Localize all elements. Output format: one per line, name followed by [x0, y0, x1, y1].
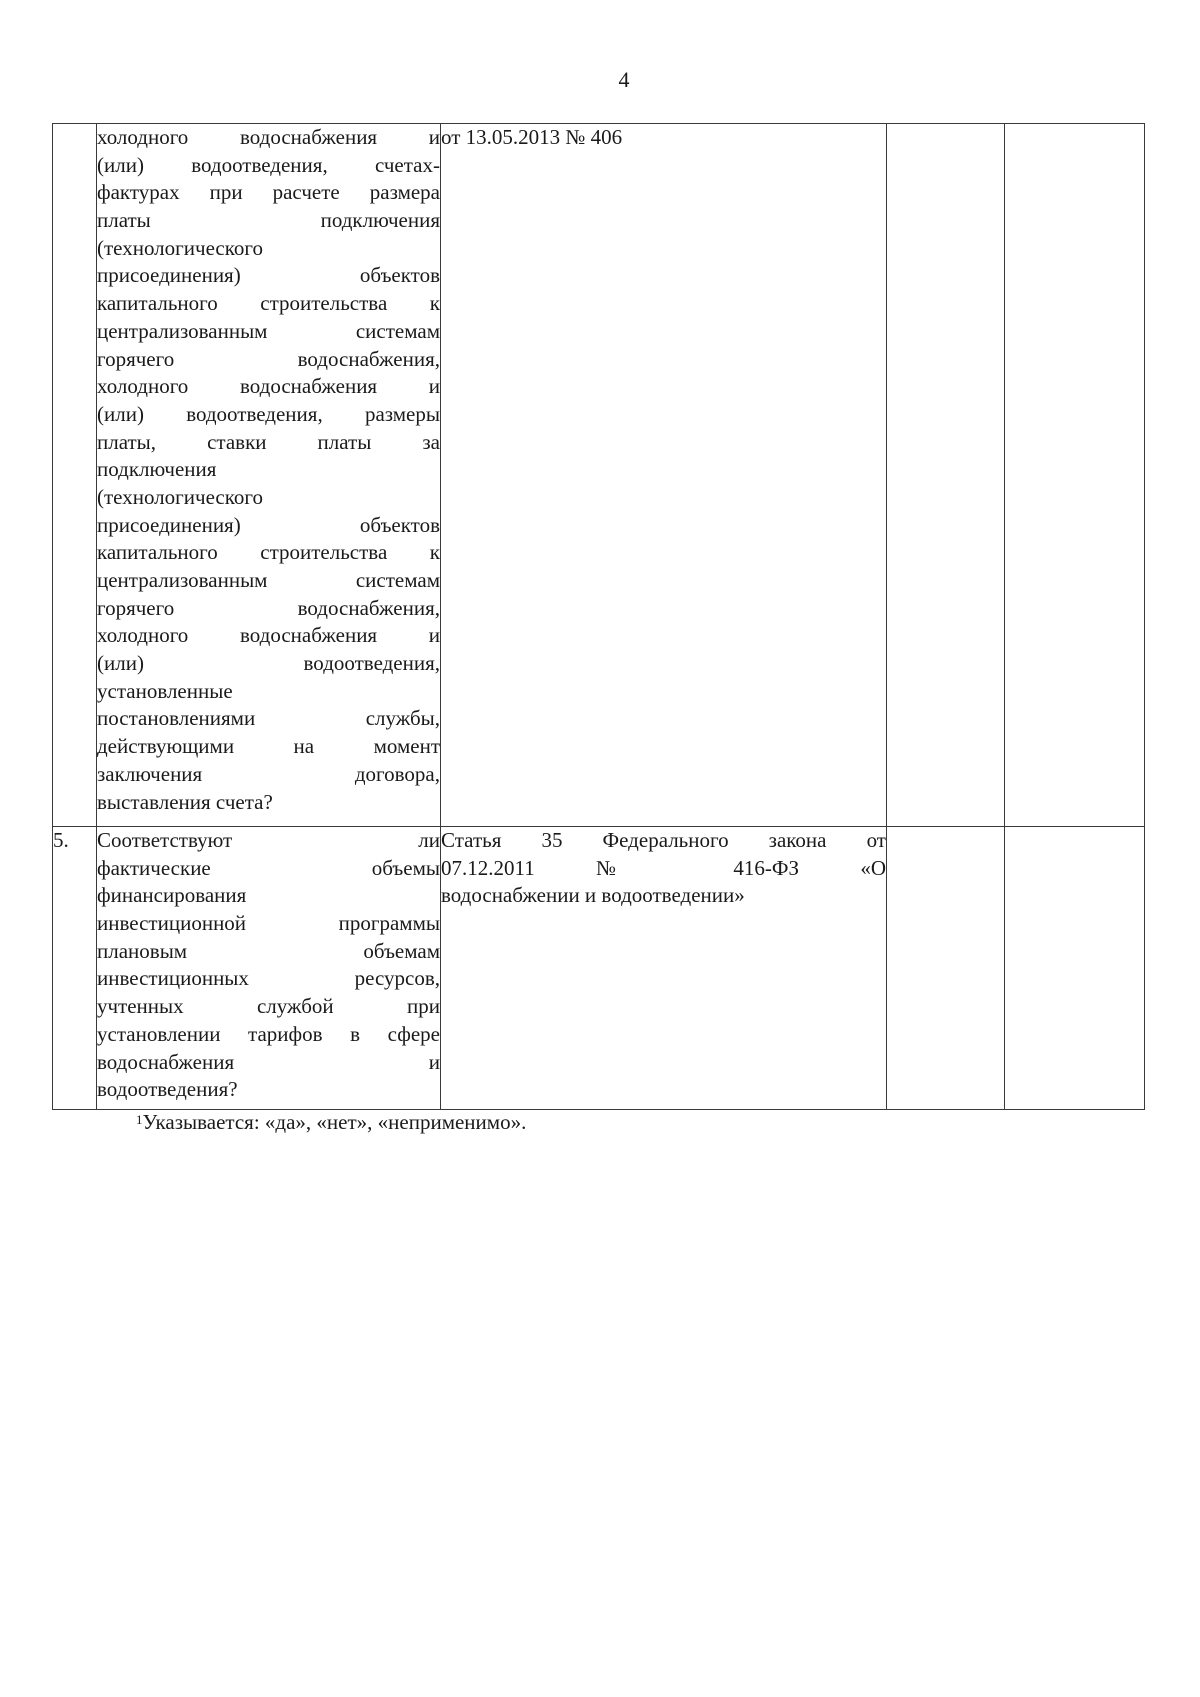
table-row: [53, 827, 1145, 1110]
question-line: установлении тарифов в сфере: [97, 1021, 440, 1046]
question-line: водоснабжения и: [97, 1049, 440, 1074]
question-line: (технологического: [97, 235, 263, 260]
note-cell[interactable]: [1005, 124, 1145, 827]
question-line: выставления счета?: [97, 789, 273, 814]
table-row: [53, 124, 1145, 827]
question-line: централизованным системам: [97, 318, 440, 343]
row-number-cell: 5.: [53, 827, 97, 1110]
answer-cell[interactable]: [887, 124, 1005, 827]
question-line: заключения договора,: [97, 761, 440, 786]
question-line: (технологического: [97, 484, 263, 509]
legal-basis-line: 07.12.2011 № 416-ФЗ «О: [441, 855, 886, 880]
question-line: фактурах при расчете размера: [97, 180, 440, 205]
question-cell: [97, 827, 441, 1110]
question-line: постановлениями службы,: [97, 706, 440, 731]
legal-basis-line: Статья 35 Федерального закона от: [441, 828, 886, 852]
question-line: действующими на момент: [97, 734, 440, 759]
question-line: платы подключения: [97, 208, 440, 233]
checklist-table: [52, 123, 1145, 1110]
question-line: присоединения) объектов: [97, 263, 440, 288]
question-line: инвестиционных ресурсов,: [97, 966, 440, 991]
question-line: (или) водоотведения, счетах-: [97, 152, 440, 177]
question-line: (или) водоотведения,: [97, 651, 440, 676]
question-line: холодного водоснабжения и: [97, 623, 440, 648]
question-cell: [97, 124, 441, 827]
question-line: инвестиционной программы: [97, 911, 440, 936]
answer-cell[interactable]: [887, 827, 1005, 1110]
question-line: учтенных службой при: [97, 994, 440, 1019]
note-cell[interactable]: [1005, 827, 1145, 1110]
question-line: платы, ставки платы за: [97, 429, 440, 454]
question-line: Соответствуют ли: [97, 828, 440, 852]
legal-basis-cell: [441, 124, 887, 827]
question-line: фактические объемы: [97, 855, 440, 880]
question-line: подключения: [97, 457, 217, 482]
question-line: финансирования: [97, 883, 247, 908]
legal-basis-line: водоснабжении и водоотведении»: [441, 883, 745, 908]
footnote-marker: 1: [136, 1112, 143, 1127]
question-line: водоотведения?: [97, 1077, 238, 1102]
row-number-cell: [53, 124, 97, 827]
question-line: капитального строительства к: [97, 291, 440, 316]
question-line: централизованным системам: [97, 568, 440, 592]
footnote-text: Указывается: «да», «нет», «неприменимо».: [142, 1110, 527, 1134]
legal-basis-line: от 13.05.2013 № 406: [441, 125, 623, 149]
question-line: установленные: [97, 678, 233, 703]
page-number: 4: [618, 67, 630, 92]
question-line: горячего водоснабжения,: [97, 346, 440, 371]
question-line: капитального строительства к: [97, 540, 440, 565]
question-line: (или) водоотведения, размеры: [97, 401, 440, 426]
question-line: холодного водоснабжения и: [97, 374, 440, 399]
legal-basis-cell: [441, 827, 887, 1110]
question-line: горячего водоснабжения,: [97, 595, 440, 620]
question-line: холодного водоснабжения и: [97, 125, 440, 149]
footnote: [136, 1108, 526, 1136]
question-line: присоединения) объектов: [97, 512, 440, 537]
question-line: плановым объемам: [97, 938, 440, 963]
